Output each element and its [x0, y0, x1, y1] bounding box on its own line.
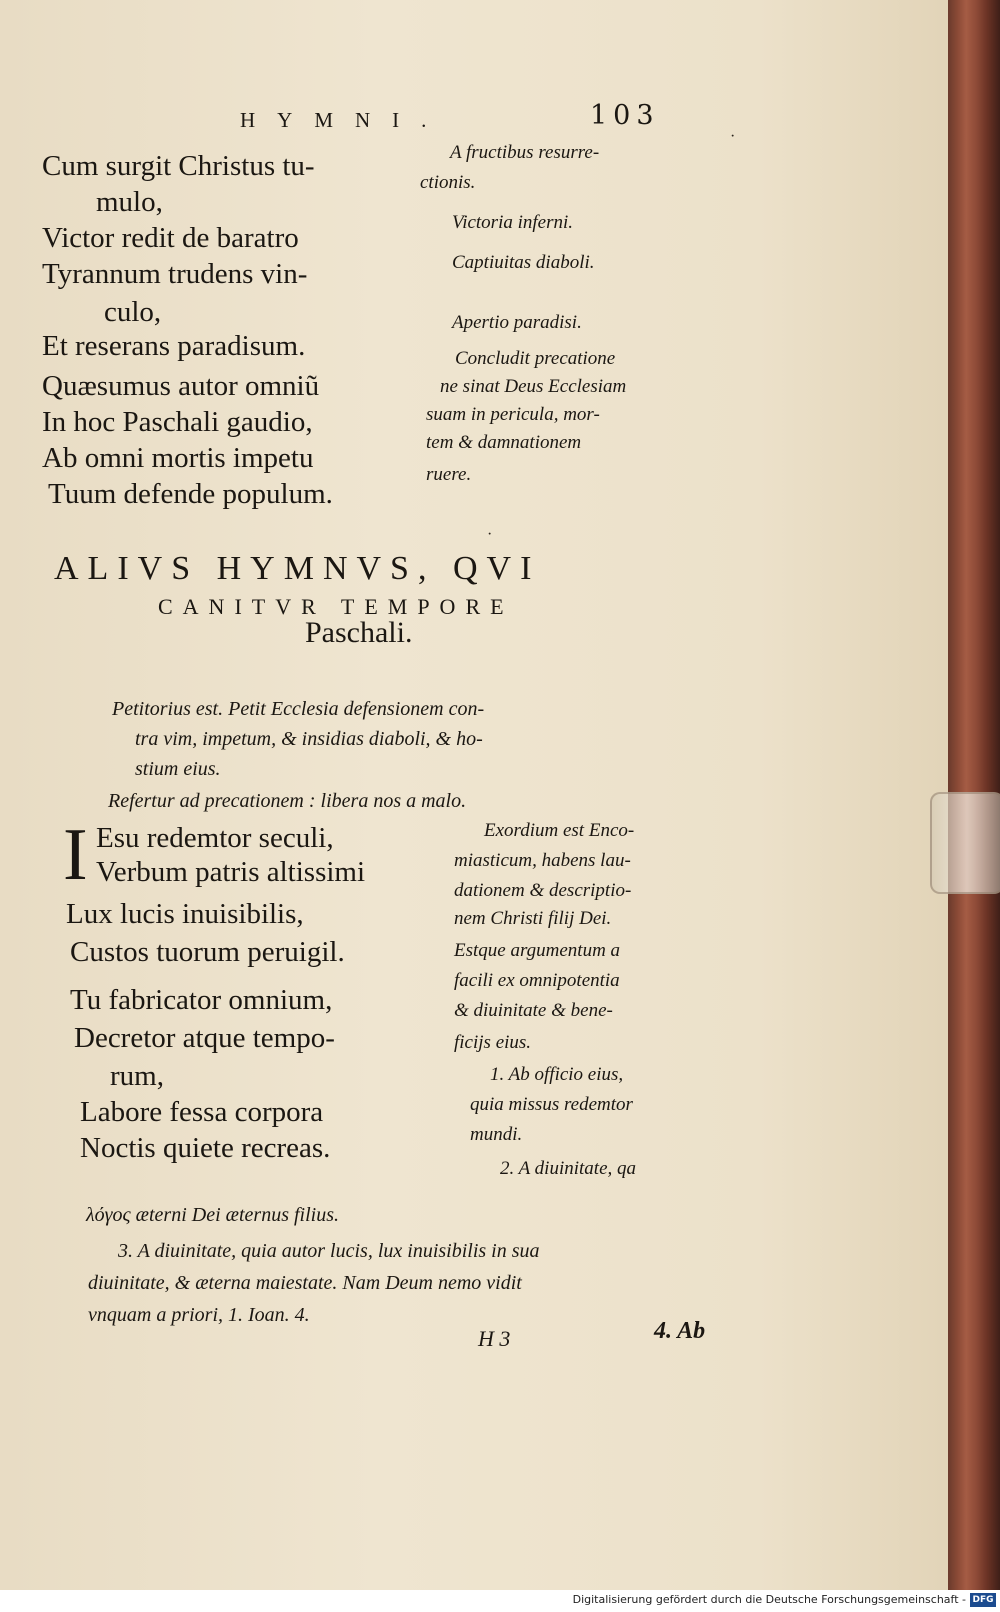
- catchword: 4. Ab: [654, 1318, 706, 1344]
- marginal-gloss: dationem & descriptio-: [454, 880, 632, 901]
- intro-line: stium eius.: [135, 758, 221, 780]
- marginal-gloss: Apertio paradisi.: [452, 312, 582, 333]
- marginal-gloss: Estque argumentum a: [454, 940, 621, 961]
- verse-line: Esu redemtor seculi,: [96, 822, 334, 854]
- running-head: HYMNI.: [240, 108, 449, 132]
- verse-line: Custos tuorum peruigil.: [70, 936, 345, 968]
- verse-line: Verbum patris altissimi: [96, 856, 366, 888]
- clasp-strap: [930, 792, 1000, 894]
- verse-line: Labore fessa corpora: [80, 1096, 324, 1128]
- intro-line: Refertur ad precationem : libera nos a malo.: [108, 790, 467, 812]
- marginal-gloss: Concludit precatione: [455, 348, 616, 369]
- page-number: 103: [590, 100, 660, 131]
- verse-line: Quæsumus autor omniũ: [42, 370, 320, 402]
- verse-line: Tuum defende populum.: [48, 478, 333, 510]
- marginal-gloss: suam in pericula, mor-: [426, 404, 600, 425]
- marginal-gloss: Exordium est Enco-: [484, 820, 635, 841]
- verse-line: Ab omni mortis impetu: [42, 442, 314, 474]
- marginal-gloss: & diuinitate & bene-: [454, 1000, 613, 1021]
- marginal-gloss: ctionis.: [420, 172, 476, 193]
- verse-line: Cum surgit Christus tu-: [42, 150, 315, 182]
- footnote-line: diuinitate, & æterna maiestate. Nam Deum nemo vidit: [88, 1272, 522, 1294]
- footer-credit: Digitalisierung gefördert durch die Deutsche Forschungsgemeinschaft -: [572, 1593, 966, 1606]
- ink-speck: ·: [730, 128, 736, 145]
- verse-line: Tu fabricator omnium,: [70, 984, 333, 1016]
- signature-mark: H 3: [478, 1326, 511, 1351]
- verse-line: mulo,: [96, 186, 163, 218]
- marginal-gloss: Captiuitas diaboli.: [452, 252, 595, 273]
- hymn-title-line3: Paschali.: [305, 616, 413, 649]
- footnote-line: λόγος æterni Dei æternus filius.: [86, 1204, 339, 1226]
- intro-line: Petitorius est. Petit Ecclesia defensionem con-: [112, 698, 485, 720]
- marginal-gloss: tem & damnationem: [426, 432, 582, 453]
- marginal-gloss: miasticum, habens lau-: [454, 850, 631, 871]
- verse-line: Lux lucis inuisibilis,: [66, 898, 304, 930]
- marginal-gloss: mundi.: [470, 1124, 523, 1145]
- ink-speck: ·: [487, 526, 493, 543]
- marginal-gloss: 2. A diuinitate, qa: [500, 1158, 636, 1179]
- marginal-gloss: Victoria inferni.: [452, 212, 574, 233]
- verse-line: rum,: [110, 1060, 164, 1092]
- drop-cap: I: [63, 814, 88, 896]
- hymn-title-line2: CANITVR TEMPORE: [158, 594, 514, 619]
- verse-line: Et reserans paradisum.: [42, 330, 306, 362]
- verse-line: culo,: [104, 296, 162, 328]
- verse-line: Victor redit de baratro: [42, 222, 299, 254]
- marginal-gloss: quia missus redemtor: [470, 1094, 633, 1115]
- dfg-logo: DFG: [970, 1593, 996, 1607]
- hymn-title-line1: ALIVS HYMNVS, QVI: [54, 550, 541, 587]
- marginal-gloss: ficijs eius.: [454, 1032, 532, 1053]
- marginal-gloss: facili ex omnipotentia: [454, 970, 620, 991]
- footnote-line: 3. A diuinitate, quia autor lucis, lux inuisibilis in sua: [118, 1240, 540, 1262]
- marginal-gloss: ruere.: [426, 464, 472, 485]
- intro-line: tra vim, impetum, & insidias diaboli, & ho-: [135, 728, 483, 750]
- marginal-gloss: ne sinat Deus Ecclesiam: [440, 376, 627, 397]
- footnote-line: vnquam a priori, 1. Ioan. 4.: [88, 1304, 310, 1326]
- marginal-gloss: 1. Ab officio eius,: [490, 1064, 624, 1085]
- verse-line: In hoc Paschali gaudio,: [42, 406, 313, 438]
- marginal-gloss: A fructibus resurre-: [450, 142, 600, 163]
- marginal-gloss: nem Christi filij Dei.: [454, 908, 612, 929]
- verse-line: Tyrannum trudens vin-: [42, 258, 308, 290]
- verse-line: Noctis quiete recreas.: [80, 1132, 331, 1164]
- verse-line: Decretor atque tempo-: [74, 1022, 335, 1054]
